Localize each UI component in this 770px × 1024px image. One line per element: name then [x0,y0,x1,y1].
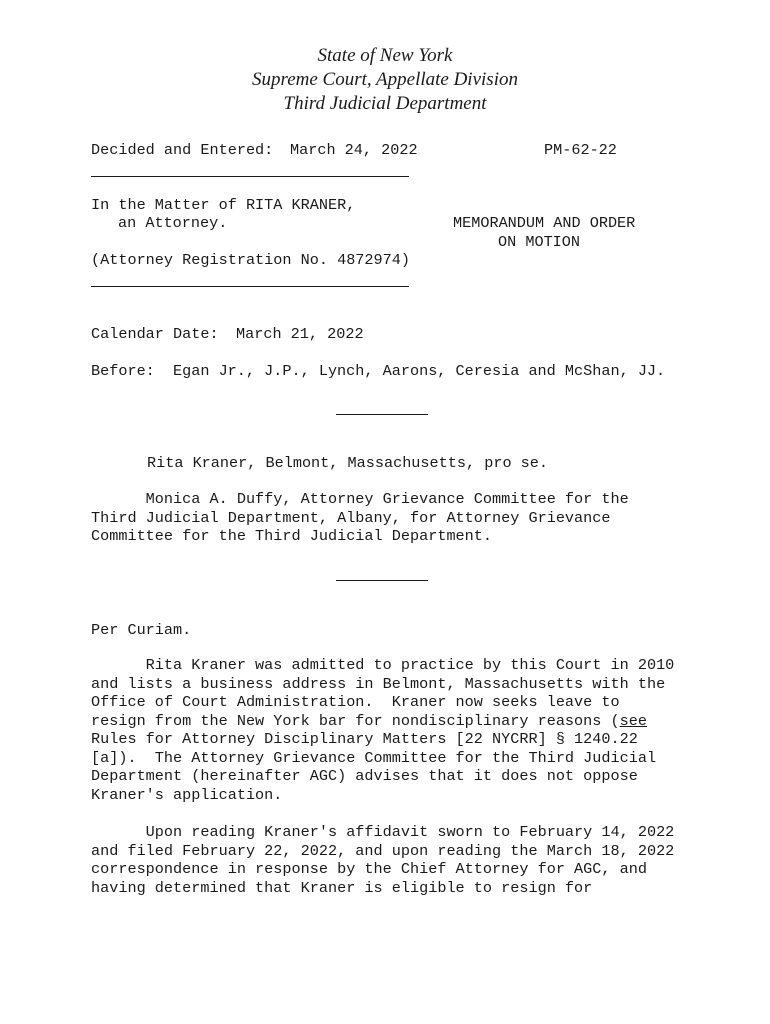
state-heading: State of New York [317,45,453,66]
paragraph-line: Department (hereinafter AGC) advises that it does not oppose [91,767,638,785]
section-divider [336,414,428,415]
matter-line-2: an Attorney. [118,214,228,232]
paragraph-line: and lists a business address in Belmont, Massachusetts with the [91,674,666,693]
appearance-pro-se: Rita Kraner, Belmont, Massachusetts, pro se. [147,454,549,472]
registration-number: (Attorney Registration No. 4872974) [91,251,410,269]
paragraph-line: and filed February 22, 2022, and upon reading the March 18, 2022 [91,841,675,860]
paragraph-line: Upon reading Kraner's affidavit sworn to February 14, 2022 [91,823,675,841]
calendar-label: Calendar Date: [91,325,219,343]
paragraph-line: Office of Court Administration. Kraner now seeks leave to [91,693,620,711]
appearance-agc-line: Monica A. Duffy, Attorney Grievance Committee for the [91,490,629,508]
matter-line-1: In the Matter of RITA KRANER, [91,196,356,214]
decided-label: Decided and Entered: [91,141,274,159]
see-signal: see [619,711,647,730]
per-curiam: Per Curiam. [91,621,192,639]
opinion-paragraph-1 [91,656,691,804]
before-label: Before: [91,362,155,380]
paragraph-line: Rita Kraner was admitted to practice by this Court in 2010 [91,656,675,674]
paragraph-line: Rules for Attorney Disciplinary Matters [22 NYCRR] § 1240.22 [91,730,638,748]
appearance-agc [91,490,691,546]
court-heading: Supreme Court, Appellate Division [252,69,518,90]
paragraph-line: having determined that Kraner is eligible to resign for [91,878,593,897]
judges-list: Egan Jr., J.P., Lynch, Aarons, Ceresia and McShan, JJ. [173,362,666,380]
appearance-agc-line: Third Judicial Department, Albany, for Attorney Grievance [91,508,611,527]
paragraph-line: Kraner's application. [91,785,283,804]
caption-rule-bottom [91,286,409,287]
caption-rule-top [91,176,409,177]
calendar-date: March 21, 2022 [236,325,364,343]
docket-number: PM-62-22 [544,141,617,159]
order-title-line-2: ON MOTION [498,233,581,251]
paragraph-line [91,712,691,731]
order-title-line-1: MEMORANDUM AND ORDER [453,214,636,232]
opinion-paragraph-2 [91,823,691,897]
appearance-agc-line: Committee for the Third Judicial Department. [91,527,493,545]
decided-date: March 24, 2022 [290,141,418,159]
department-heading: Third Judicial Department [283,93,487,114]
paragraph-text: resign from the New York bar for nondisciplinary reasons ( [91,711,620,730]
section-divider [336,580,428,581]
paragraph-line: [a]). The Attorney Grievance Committee for the Third Judicial [91,748,657,767]
paragraph-line: correspondence in response by the Chief Attorney for AGC, and [91,860,647,878]
